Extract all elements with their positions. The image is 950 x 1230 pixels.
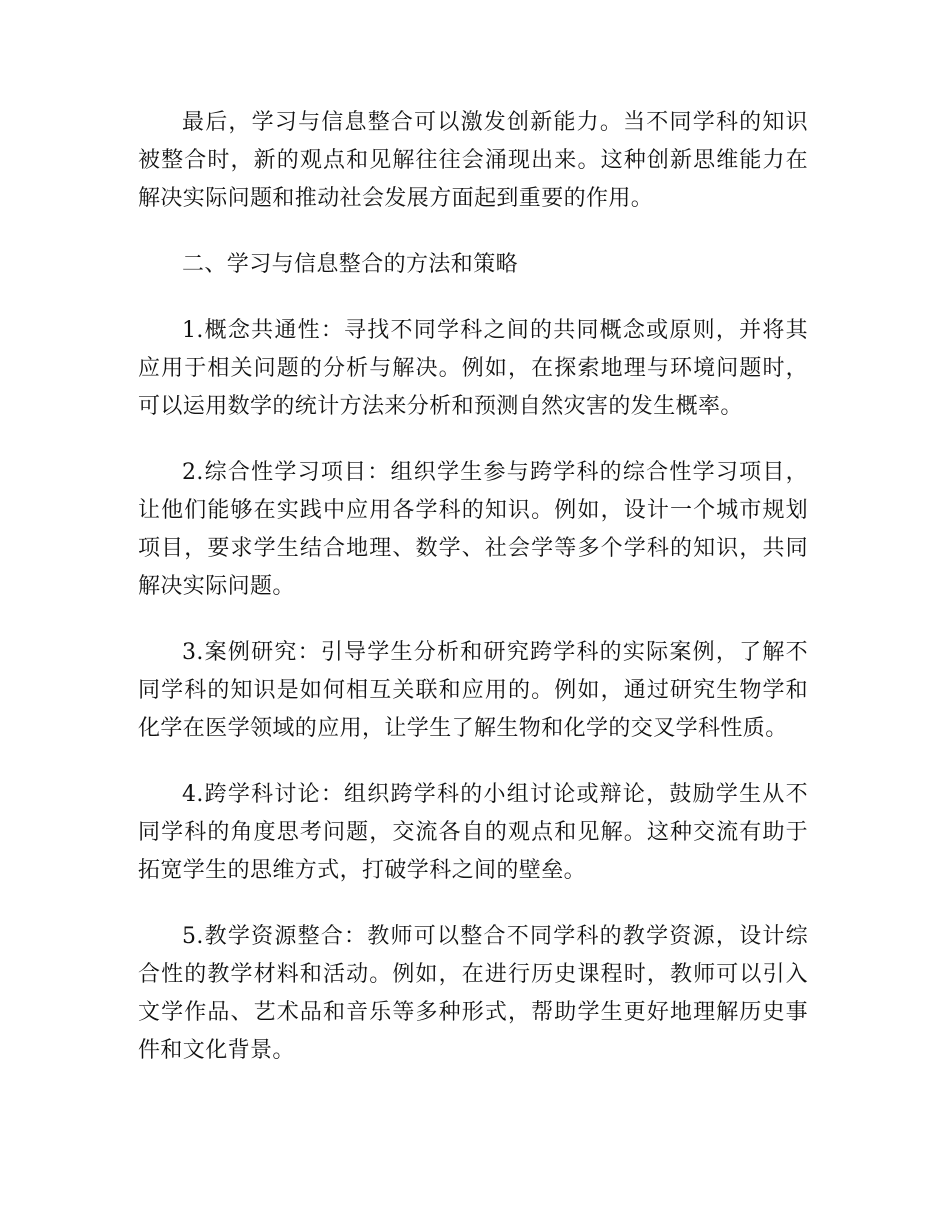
list-item-interdisciplinary-discussion: 4.跨学科讨论：组织跨学科的小组讨论或辩论，鼓励学生从不同学科的角度思考问题，交流各自的观点和见解。这种交流有助于拓宽学生的思维方式，打破学科之间的壁垒。	[138, 782, 808, 883]
list-item-case-study: 3.案例研究：引导学生分析和研究跨学科的实际案例，了解不同学科的知识是如何相互关联和应用的。例如，通过研究生物学和化学在医学领域的应用，让学生了解生物和化学的交叉学科性质。	[138, 640, 808, 741]
section-heading: 二、学习与信息整合的方法和策略	[182, 252, 519, 277]
list-item-integrated-projects: 2.综合性学习项目：组织学生参与跨学科的综合性学习项目，让他们能够在实践中应用各学科的知识。例如，设计一个城市规划项目，要求学生结合地理、数学、社会学等多个学科的知识，共同解决实际问题。	[138, 460, 808, 599]
paragraph-innovation: 最后，学习与信息整合可以激发创新能力。当不同学科的知识被整合时，新的观点和见解往往会涌现出来。这种创新思维能力在解决实际问题和推动社会发展方面起到重要的作用。	[138, 110, 808, 211]
list-item-resource-integration: 5.教学资源整合：教师可以整合不同学科的教学资源，设计综合性的教学材料和活动。例如，在进行历史课程时，教师可以引入文学作品、艺术品和音乐等多种形式，帮助学生更好地理解历史事件和文化背景。	[138, 924, 808, 1063]
document-body	[138, 104, 808, 1098]
list-item-concept-commonality: 1.概念共通性：寻找不同学科之间的共同概念或原则，并将其应用于相关问题的分析与解决。例如，在探索地理与环境问题时，可以运用数学的统计方法来分析和预测自然灾害的发生概率。	[138, 318, 808, 419]
